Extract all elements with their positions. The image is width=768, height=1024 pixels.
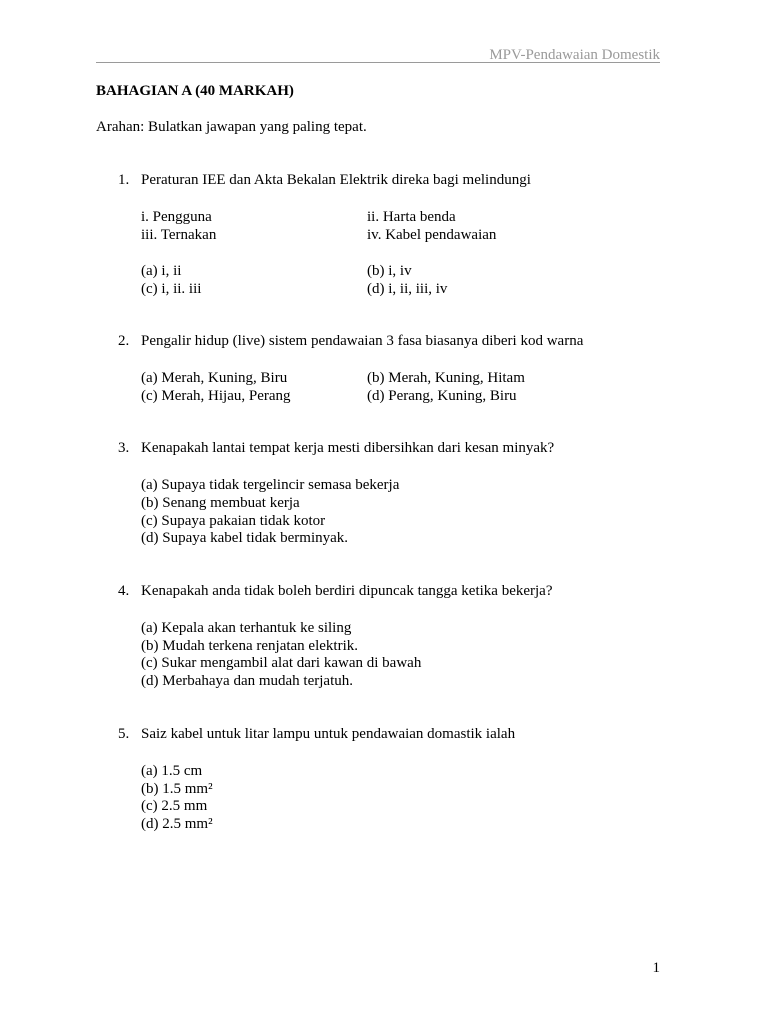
answer-option: (b) Mudah terkena renjatan elektrik. [141,638,358,654]
question-number: 2. [118,333,130,349]
answer-option: (d) Perang, Kuning, Biru [367,388,517,404]
answer-option: (c) Supaya pakaian tidak kotor [141,513,326,529]
answer-option: (d) Supaya kabel tidak berminyak. [141,530,349,546]
statement-item: ii. Harta benda [367,209,456,225]
answer-option: (c) i, ii. iii [141,281,202,297]
question-number: 4. [118,583,130,599]
answer-option: (a) Merah, Kuning, Biru [141,370,288,386]
answer-option: (b) Senang membuat kerja [141,495,300,511]
question-text: Kenapakah anda tidak boleh berdiri dipuncak tangga ketika bekerja? [141,583,553,599]
answer-option: (b) Merah, Kuning, Hitam [367,370,525,386]
answer-option: (b) i, iv [367,263,412,279]
answer-option: (a) Kepala akan terhantuk ke siling [141,620,352,636]
page-number: 1 [652,960,660,976]
answer-option: (b) 1.5 mm² [141,781,213,797]
statement-item: i. Pengguna [141,209,212,225]
answer-option: (a) 1.5 cm [141,763,203,779]
answer-option: (a) Supaya tidak tergelincir semasa bekerja [141,477,400,493]
question-number: 1. [118,172,130,188]
header-divider [96,62,660,63]
answer-option: (a) i, ii [141,263,182,279]
question-text: Kenapakah lantai tempat kerja mesti dibersihkan dari kesan minyak? [141,440,555,456]
question-text: Saiz kabel untuk litar lampu untuk pendawaian domastik ialah [141,726,516,742]
answer-option: (c) Sukar mengambil alat dari kawan di bawah [141,655,422,671]
answer-option: (c) 2.5 mm [141,798,208,814]
statement-item: iv. Kabel pendawaian [367,227,497,243]
page-header: MPV-Pendawaian Domestik [489,47,660,63]
statement-item: iii. Ternakan [141,227,217,243]
answer-option: (d) 2.5 mm² [141,816,213,832]
answer-option: (d) i, ii, iii, iv [367,281,448,297]
section-title: BAHAGIAN A (40 MARKAH) [96,83,294,99]
answer-option: (d) Merbahaya dan mudah terjatuh. [141,673,353,689]
answer-option: (c) Merah, Hijau, Perang [141,388,291,404]
question-number: 3. [118,440,130,456]
question-text: Pengalir hidup (live) sistem pendawaian 3 fasa biasanya diberi kod warna [141,333,584,349]
instruction-text: Arahan: Bulatkan jawapan yang paling tepat. [96,119,367,135]
question-text: Peraturan IEE dan Akta Bekalan Elektrik direka bagi melindungi [141,172,531,188]
question-number: 5. [118,726,130,742]
